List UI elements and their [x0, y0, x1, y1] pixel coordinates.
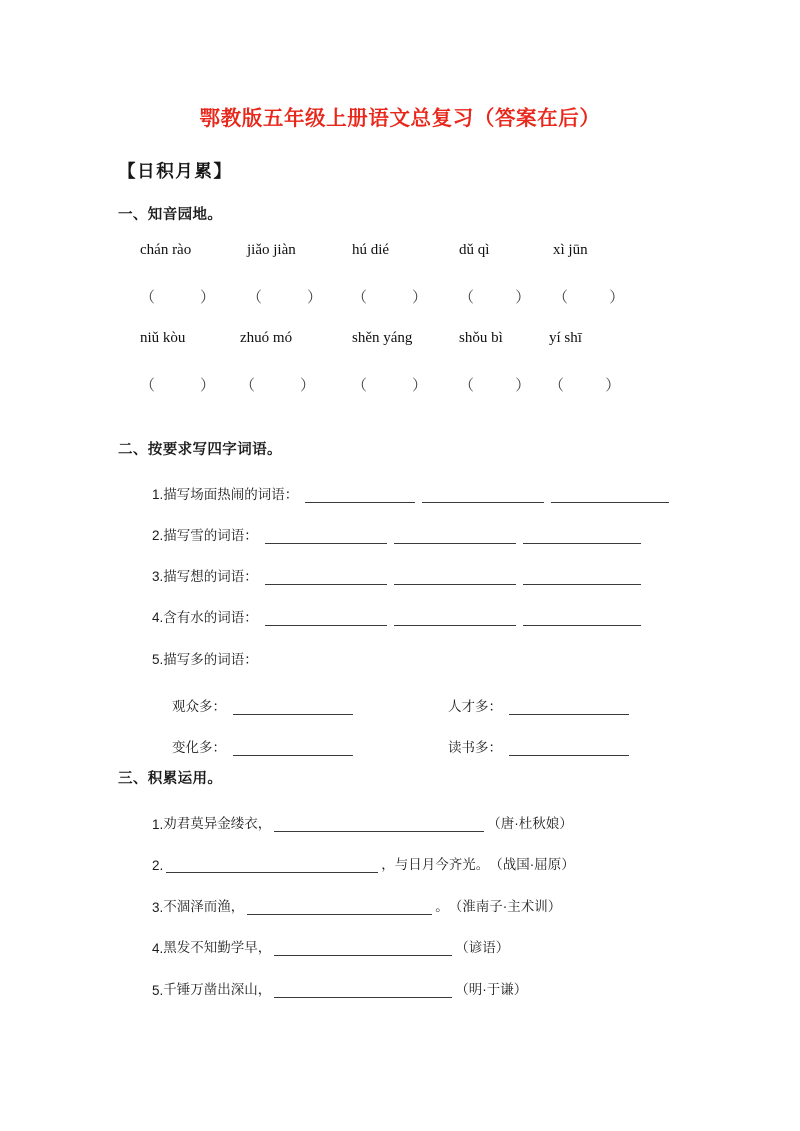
word-item-label: 1.描写场面热闹的词语：: [152, 487, 299, 502]
pinyin-answer-row: [140, 374, 700, 418]
answer-blank[interactable]: [551, 488, 669, 503]
answer-blank[interactable]: [394, 611, 516, 626]
word-item: [152, 487, 669, 503]
word-item: [152, 652, 258, 668]
quote-text-before: 黑发不知勤学早，: [163, 940, 272, 955]
answer-blank[interactable]: [523, 529, 641, 544]
answer-blank[interactable]: [305, 488, 415, 503]
pinyin-group: shǒu bì: [459, 330, 503, 346]
quote-source: （淮南子·主术训）: [448, 899, 562, 914]
answer-blank[interactable]: [265, 611, 387, 626]
pinyin-answer-row: [140, 286, 700, 330]
answer-parentheses[interactable]: （ ）: [459, 290, 531, 306]
word-item: [152, 528, 641, 544]
pinyin-syllable-row: [140, 330, 700, 374]
word-item-label: 5.描写多的词语：: [152, 652, 258, 667]
sub-item-label: 读书多：: [448, 740, 502, 755]
quote-text-before: 不涸泽而渔，: [163, 899, 245, 914]
answer-parentheses[interactable]: （ ）: [240, 378, 316, 394]
answer-blank[interactable]: [523, 570, 641, 585]
quote-text-after: ，与日月今齐光。: [381, 857, 490, 872]
answer-blank[interactable]: [265, 570, 387, 585]
quote-number: 5.: [152, 983, 164, 998]
pinyin-syllable-row: [140, 242, 700, 286]
section-heading-3: 三、积累运用。: [118, 771, 223, 787]
quote-number: 3.: [152, 900, 164, 915]
answer-blank[interactable]: [274, 983, 452, 998]
word-item-label: 3.描写想的词语：: [152, 569, 258, 584]
sub-item-label: 人才多：: [448, 699, 502, 714]
bracket-heading: 【日积月累】: [118, 161, 233, 181]
answer-blank[interactable]: [274, 817, 484, 832]
word-item: [152, 569, 641, 585]
answer-blank[interactable]: [422, 488, 544, 503]
pinyin-group: hú dié: [352, 242, 390, 258]
quote-number: 2.: [152, 858, 164, 873]
quote-item: [152, 895, 561, 915]
quote-source: （战国·屈原）: [489, 857, 575, 872]
quote-number: 1.: [152, 817, 164, 832]
sub-item-label: 变化多：: [172, 740, 226, 755]
answer-blank[interactable]: [394, 570, 516, 585]
answer-parentheses[interactable]: （ ）: [549, 378, 621, 394]
sub-item: [172, 736, 353, 756]
sub-item-label: 观众多：: [172, 699, 226, 714]
sub-item: [172, 695, 353, 715]
section-heading-2: 二、按要求写四字词语。: [118, 442, 282, 458]
quote-number: 4.: [152, 941, 164, 956]
sub-item: [448, 695, 629, 715]
answer-blank[interactable]: [265, 529, 387, 544]
pinyin-exercise-row-1: [140, 242, 700, 330]
answer-blank[interactable]: [247, 900, 432, 915]
quote-item: [152, 978, 527, 998]
quote-text-after: 。: [435, 899, 449, 914]
quote-text-before: 千锤万凿出深山，: [163, 982, 272, 997]
word-item: [152, 610, 641, 626]
answer-blank[interactable]: [233, 700, 353, 715]
pinyin-group: yí shī: [549, 330, 582, 346]
pinyin-group: chán rào: [140, 242, 192, 258]
pinyin-group: shěn yáng: [352, 330, 413, 346]
word-item-label: 4.含有水的词语：: [152, 610, 258, 625]
pinyin-exercise-row-2: [140, 330, 700, 418]
quote-item: [152, 853, 575, 873]
sub-item: [448, 736, 629, 756]
answer-blank[interactable]: [233, 741, 353, 756]
quote-item: [152, 936, 509, 956]
answer-parentheses[interactable]: （ ）: [352, 378, 428, 394]
word-item-label: 2.描写雪的词语：: [152, 528, 258, 543]
answer-blank[interactable]: [523, 611, 641, 626]
quote-source: （唐·杜秋娘）: [487, 816, 573, 831]
answer-blank[interactable]: [274, 941, 452, 956]
answer-blank[interactable]: [509, 741, 629, 756]
section-heading-1: 一、知音园地。: [118, 207, 223, 223]
pinyin-group: niǔ kòu: [140, 330, 186, 346]
answer-parentheses[interactable]: （ ）: [459, 378, 531, 394]
answer-blank[interactable]: [509, 700, 629, 715]
pinyin-group: xì jūn: [553, 242, 588, 258]
quote-source: （谚语）: [455, 940, 510, 955]
quote-text-before: 劝君莫异金缕衣，: [163, 816, 272, 831]
pinyin-group: dǔ qì: [459, 242, 490, 258]
answer-parentheses[interactable]: （ ）: [553, 290, 625, 306]
answer-parentheses[interactable]: （ ）: [140, 378, 216, 394]
quote-source: （明·于谦）: [455, 982, 528, 997]
answer-parentheses[interactable]: （ ）: [247, 290, 323, 306]
answer-parentheses[interactable]: （ ）: [140, 290, 216, 306]
answer-parentheses[interactable]: （ ）: [352, 290, 428, 306]
answer-blank[interactable]: [394, 529, 516, 544]
pinyin-group: zhuó mó: [240, 330, 293, 346]
page-title: 鄂教版五年级上册语文总复习（答案在后）: [199, 107, 601, 130]
pinyin-group: jiǎo jiàn: [247, 242, 296, 258]
quote-item: [152, 812, 573, 832]
answer-blank[interactable]: [166, 858, 378, 873]
